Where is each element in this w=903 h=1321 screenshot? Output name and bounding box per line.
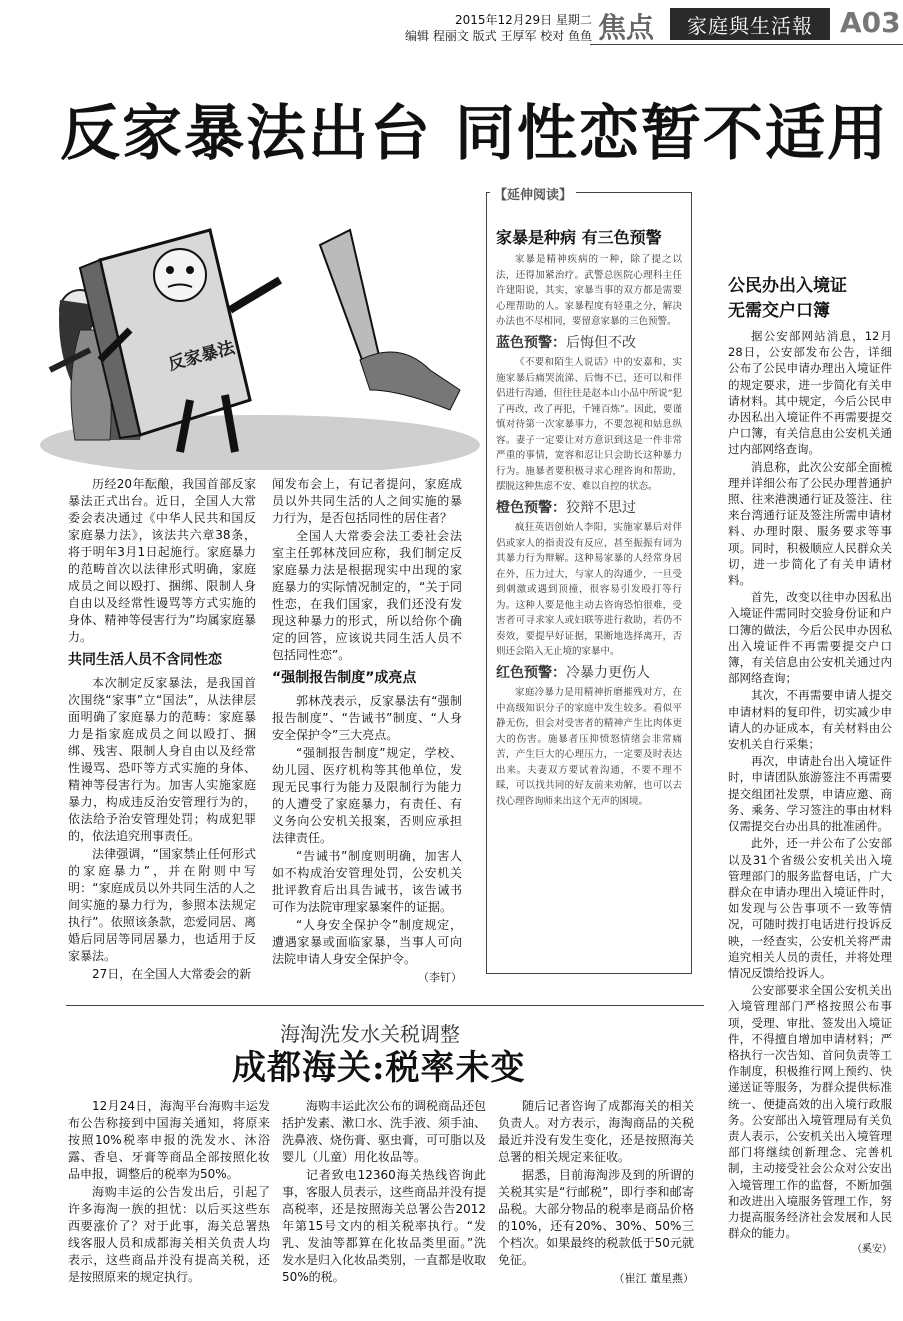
blue-warning: 蓝色预警：后悔但不改 [496,334,636,351]
editor-credits: 编辑 程丽文 版式 王厚军 校对 鱼鱼 [405,29,593,43]
masthead-rule [590,44,903,45]
sidebar-body: 家暴是精神疾病的一种，除了提之以法，还得加紧治疗。武警总医院心理科主任许建阳说，其实，家暴当事的双方都是需要心理帮助的人。家暴程度有轻重之分，解决办法也不尽相同，要留意家暴的三色预警。 蓝色预警：后悔但不改 《不要和陌生人说话》中的安嘉和，实施家暴后痛哭流涕、后悔不已，还可以和伴侣进行沟通，但往往是赵本山小品中所说“犯了再改，改了再犯，千锤百炼”。因此，要谨慎对待第一次家暴事力，不要忽视和姑息纵容。妻子一定要让对方意识到这是一件非常严重的事情，宽容和忍让只会助长这种暴力行为。施暴者要积极寻求心理咨询和帮助，摆脱这种焦虑不安、难以自控的状态。 橙色预警：狡辩不思过 疯狂英语创始人李阳，实施家暴后对伴侣或家人的指责没有反应，甚至振振有词为其暴力行为辩解。这种易家暴的人经常身居在外，压力过大，与家人的沟通少，一旦受到刺激或遇到顶撞，很容易引发殴打等行为。这种人要是他主动去咨询恐怕很难，受害者可寻求家人或妇联等进行救助，若仍不奏效，要提早好证据，果断地选择离开，否则还会陷入无止境的家暴中。 红色预警：冷暴力更伤人 家庭冷暴力是用精神折磨摧残对方，在中高级知识分子的家庭中发生较多。看似平静无伤，但会对受害者的精神产生比肉体更大的伤害。施暴者压抑愤怒情绪会非常痛苦，产生巨大的心理压力，一定要及时表达出来。夫妻双方要试着沟通，不要不理不睬，可以找共同的好友前来劝解，也可以去找心理咨询师来出这个无声的困境。 [496,254,682,807]
section1-heading: 共同生活人员不含同性恋 [68,652,222,668]
bottom-byline: （崔江 董星燕） [613,1272,694,1285]
bottom-subheadline: 海淘洗发水关税调整 [280,1022,460,1046]
right-article-title: 公民办出入境证 无需交户口簿 [728,276,847,321]
orange-warning: 橙色预警：狡辩不思过 [496,499,636,516]
main-article-col2: 闻发布会上，有记者提问，家庭成员以外共同生活的人之间实施的暴力行为，是否包括同性的居住者？ 全国人大常委会法工委社会法室主任郭林茂回应称，我们制定反家庭暴力法是根据现实中出现的家庭暴力的实际情况制定的，“关于同性恋，在我们国家，我们还没有发现这种暴力的形式，所以给你个确定的回答，应该说共同生活人员不包括同性恋”。 “强制报告制度”成亮点 郭林茂表示，反家暴法有“强制报告制度”、“告诫书”制度、“人身安全保护令”三大亮点。 “强制报告制度”规定，学校、幼儿园、医疗机构等其他单位，发现无民事行为能力及限制行为能力的人遭受了家庭暴力，有责任、有义务向公安机关报案，否则应承担法律责任。 “告诫书”制度则明确，加害人如不构成治安管理处罚，公安机关批评教育后出具告诫书，该告诫书可作为法院审理家暴案件的证据。 “人身安全保护令”制度规定，遭遇家暴或面临家暴，当事人可向法院申请人身安全保护令。 （李钉） [272,477,462,984]
bottom-col3: 随后记者咨询了成都海关的相关负责人。对方表示，海淘商品的关税最近并没有发生变化，还是按照海关总署的相关规定来征收。 据悉，目前海淘涉及到的所谓的关税其实是“行邮税”，即行李和邮寄品税。大部分物品的税率是商品价格的10%，还有20%、30%、50%三个档次。如果最终的税款低于50元就免征。 （崔江 董星燕） [498,1099,694,1285]
right-byline: （奚安） [852,1244,892,1256]
red-warning: 红色预警：冷暴力更伤人 [496,664,650,681]
main-headline: 反家暴法出台 同性恋暂不适用 [60,99,889,169]
svg-text:反家暴法: 反家暴法 [166,337,237,375]
sidebar-title: 家暴是种病 有三色预警 [496,228,662,247]
bottom-col1: 12月24日，海淘平台海购丰运发布公告称接到中国海关通知，将原来按照10%税率申报的洗发水、沐浴露、香皂、牙膏等商品全部按照化妆品申报，调整后的税率为50%。 海购丰运的公告发出后，引起了许多海淘一族的担忧：以后买这些东西要涨价了？对于此事，海关总署热线客服人员和成都海关相关负责人均表示，这些商品并没有提高关税，还是按照原来的规定执行。 [68,1099,270,1284]
page-number: A03 [840,6,901,39]
right-article-body: 据公安部网站消息，12月28日，公安部发布公告，详细公布了公民申请办理出入境证件的规定要求，进一步简化有关申请材料。其中规定，今后公民申办因私出入境证件不再需要提交户口簿，有关信息由公安机关通过内部网络查询。 消息称，此次公安部全面梳理并详细公布了公民办理普通护照、往来港澳通行证及签注、往来台湾通行证及签注所需申请材料、办理时限、服务要求等事项。同时，积极顺应人民群众关切，进一步简化了有关申请材料。 首先，改变以往申办因私出入境证件需同时交验身份证和户口簿的做法，今后公民申办因私出入境证件不再需要提交户口簿，有关信息由公安机关通过内部网络查询； 其次，不再需要申请人提交申请材料的复印件，切实减少申请人的办证成本，有关材料由公安机关自行采集； 再次，申请赴台出入境证件时，申请团队旅游签注不再需要提交组团社发票，申请应邀、商务、乘务、学习签注的事由材料仅需提交台办出具的批准函件。 此外，还一并公布了公安部以及31个省级公安机关出入境管理部门的服务监督电话，广大群众在申请办理出入境证件时，如发现与公告事项不一致等情况，可随时拨打电话进行投诉反映，一经查实，公安机关将严肃追究相关人员的责任，并将处理情况反馈给投诉人。 公安部要求全国公安机关出入境管理部门严格按照公布事项，受理、审批、签发出入境证件，不得擅自增加申请材料；严格执行一次告知、首问负责等工作制度，积极推行网上预约、快递送证等服务，为群众提供标准统一、便捷高效的出入境行政服务。公安部出入境管理局有关负责人表示，公安机关出入境管理部门将继续创新理念、完善机制，主动接受社会公众对公安出入境管理工作的监督，不断加强和改进出入境服务管理工作，努力提高服务经济社会发展和人民群众的能力。 （奚安） [728,328,892,1259]
domestic-violence-illustration [20,190,480,470]
main-article-col1: 历经20年酝酿，我国首部反家暴法正式出台。近日，全国人大常委会表决通过《中华人民共和国反家庭暴力法》，该法共六章38条，将于明年3月1日起施行。家庭暴力的范畴首次以法律形式明确，家庭成员之间以殴打、捆绑、限制人身自由以及经常性谩骂等方式实施的身体、精神等侵害行为”均属家庭暴力。 共同生活人员不含同性恋 本次制定反家暴法，是我国首次围绕“家事”立“国法”，从法律层面明确了家庭暴力的范畴：家庭暴力是指家庭成员之间以殴打、捆绑、残害、限制人身自由以及经常性谩骂、恐吓等方式实施的身体、精神等侵害行为。加害人实施家庭暴力，构成违反治安管理行为的，依法给予治安管理处罚；构成犯罪的，依法追究刑事责任。 法律强调，“国家禁止任何形式的家庭暴力”，并在附则中写明：“家庭成员以外共同生活的人之间实施的暴力行为，参照本法规定执行”。依照该条款，恋爱同居、离婚后同居等同居暴力，也适用于反家暴法。 27日，在全国人大常委会的新 [68,477,256,981]
issue-date: 2015年12月29日 星期二 [455,13,592,27]
main-byline: （李钉） [418,971,462,984]
bottom-rule [66,1005,704,1006]
section2-heading: “强制报告制度”成亮点 [272,670,417,686]
newspaper-logo: 家庭與生活報 [670,8,830,40]
section-name: 焦点 [598,11,655,44]
bat-and-hand [320,230,460,410]
sidebar-tag: 【延伸阅读】 [490,184,576,203]
bottom-headline: 成都海关:税率未变 [232,1048,526,1088]
bottom-col2: 海购丰运此次公布的调税商品还包括护发素、漱口水、洗手液、须手油、洗鼻液、烧伤膏、驱虫膏，可可脂以及婴儿（儿童）用化妆品等。 记者致电12360海关热线咨询此事，客服人员表示，这些商品并没有提高税率，还是按照海关总署公告2012年第15号文内的相关税率执行。“发乳、发油等都算在化妆品类里面。”洗发水是归入化妆品类别，一直都是收取50%的税。 [282,1099,487,1284]
